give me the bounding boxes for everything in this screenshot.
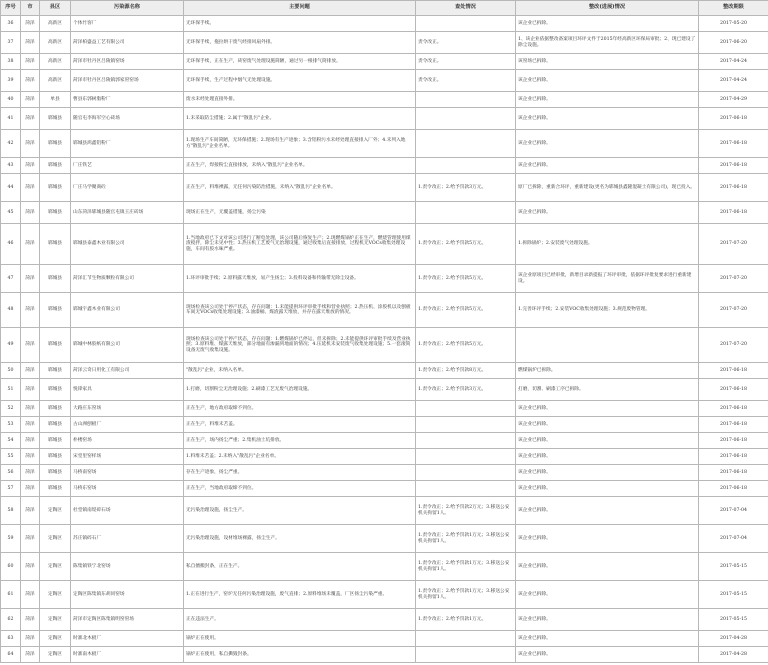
cell-handling: 责令改正。 [416,70,516,92]
cell-name: 曹县东郭树脂粉厂 [71,92,184,108]
cell-county: 郓城县 [40,417,71,433]
cell-problem: 无污染治理设施，设材堆场裸露，扬尘生产。 [184,525,416,553]
cell-progress: 该企业已拆除。 [516,92,699,108]
cell-deadline: 2017-04-28 [699,647,768,663]
cell-handling: 1.责令改正；2.给予罚款8万元。 [416,363,516,379]
table-body [1,16,768,663]
table-row [1,553,768,581]
cell-problem: 存在生产迹象，扬尘严重。 [184,465,416,481]
cell-problem: 正在生产，焊接粉尘直接排放，未纳入"散乱污"企业名单。 [184,158,416,174]
cell-no: 60 [1,553,21,581]
cell-handling: 1.责令改正；2.给予罚款5万元。 [416,293,516,328]
cell-handling [416,108,516,130]
cell-problem: 1.料堆未苫盖；2.未纳入"散乱污"企业名单。 [184,449,416,465]
cell-county: 定陶区 [40,525,71,553]
cell-city: 菏泽 [21,108,40,130]
cell-deadline: 2017-06-20 [699,32,768,54]
header-city: 市 [21,1,40,16]
cell-city: 菏泽 [21,433,40,449]
cell-name: 马桥南窑场 [71,465,184,481]
cell-name: 马桥东窑场 [71,481,184,497]
cell-deadline: 2017-06-18 [699,108,768,130]
cell-problem: 1.现场生产车间简陋，无环保措施；2.现场有生产迹象；3.含铝粉污水未经处理直接排入厂外；4.未列入地方"散乱污"企业名单。 [184,130,416,158]
cell-problem: 无环保手续，生产过程中烟气无处理设施。 [184,70,416,92]
cell-deadline: 2017-06-18 [699,433,768,449]
cell-handling: 1.责令改正；2.给予罚款5万元。 [416,328,516,363]
table-row [1,108,768,130]
cell-county: 定陶区 [40,553,71,581]
cell-progress: 原厂已拆除，重新合环评，重新建设(更名为郓城县鑫隆混凝土有限公司)，现已投入。 [516,174,699,202]
table-row [1,647,768,663]
cell-name: 菏泽汇节生物质颗粒有限公司 [71,265,184,293]
cell-county: 定陶区 [40,497,71,525]
cell-no: 62 [1,609,21,631]
cell-problem: 私自擅搬封条，正在生产。 [184,553,416,581]
cell-name: 个体竹客厂 [71,16,184,32]
cell-deadline: 2017-04-24 [699,70,768,92]
cell-name: 朴楼窑场 [71,433,184,449]
cell-problem: 正在违法生产。 [184,609,416,631]
cell-county: 郓城县 [40,328,71,363]
cell-progress: 该企业已拆除。 [516,631,699,647]
cell-handling: 1.责令改正；2.给予罚款2万元；3.移送公安机关拘留1人。 [416,497,516,525]
cell-handling: 1.责令改正；2.给予罚款1万元；3.移送公安机关拘留1人。 [416,525,516,553]
cell-deadline: 2017-06-18 [699,449,768,465]
cell-county: 郓城县 [40,465,71,481]
table-row [1,224,768,265]
table-row [1,631,768,647]
cell-progress: 该企业已拆除。 [516,525,699,553]
cell-progress: 该企业已拆除。 [516,417,699,433]
cell-city: 菏泽 [21,631,40,647]
cell-name: 定陶区陈集镇东胡同窑场 [71,581,184,609]
table-row [1,481,768,497]
cell-progress: 该企业已拆除。 [516,481,699,497]
header-county: 县区 [40,1,71,16]
cell-problem: 1.未采取防尘措施；2.属于"散乱污"企业。 [184,108,416,130]
cell-handling: 1.责令改正；2.给予罚款5万元。 [416,224,516,265]
cell-city: 菏泽 [21,265,40,293]
cell-problem: 1.环评审批手续；2.原料露天堆放，易产生扬尘；3.投料设备和传输带无除尘设备。 [184,265,416,293]
cell-city: 菏泽 [21,581,40,609]
cell-city: 菏泽 [21,363,40,379]
cell-city: 菏泽 [21,401,40,417]
cell-no: 49 [1,328,21,363]
cell-city: 菏泽 [21,32,40,54]
cell-progress: 该企业已拆除。 [516,497,699,525]
header-row [1,1,768,16]
cell-city: 菏泽 [21,158,40,174]
cell-no: 38 [1,54,21,70]
cell-deadline: 2017-07-20 [699,328,768,363]
table-row [1,401,768,417]
cell-handling [416,202,516,224]
cell-name: 菏泽市牡丹区吕陵镇郭家窑窑场 [71,70,184,92]
cell-handling [416,433,516,449]
cell-no: 54 [1,433,21,449]
cell-deadline: 2017-05-20 [699,16,768,32]
cell-name: 郓城县鸿鑫铝粉厂 [71,130,184,158]
cell-city: 菏泽 [21,449,40,465]
cell-no: 53 [1,417,21,433]
cell-problem: 1.正在进行生产，窑炉无任何污染治理设施，废气直排；2.原料堆场未覆盖，厂区扬尘污染严重。 [184,581,416,609]
cell-progress: 该企业已拆除。 [516,108,699,130]
cell-county: 高新区 [40,16,71,32]
cell-problem: 无污染治理设施，扬尘生产。 [184,497,416,525]
cell-city: 菏泽 [21,497,40,525]
cell-handling [416,16,516,32]
table-row [1,379,768,401]
table-row [1,130,768,158]
cell-county: 高新区 [40,70,71,92]
table-row [1,609,768,631]
cell-no: 42 [1,130,21,158]
table-row [1,54,768,70]
cell-deadline: 2017-06-18 [699,202,768,224]
table-row [1,202,768,224]
cell-handling [416,449,516,465]
cell-problem: 废水未经处理直接外排。 [184,92,416,108]
cell-deadline: 2017-06-18 [699,158,768,174]
cell-handling [416,417,516,433]
cell-progress: 打磨，切割、刷漆工序已拆除。 [516,379,699,401]
cell-county: 郓城县 [40,379,71,401]
cell-city: 菏泽 [21,481,40,497]
table-row [1,363,768,379]
cell-handling: 1.责令改正；2.给予罚款1万元；3.移送公安机关拘留1人。 [416,553,516,581]
cell-progress: 燃煤锅炉已拆除。 [516,363,699,379]
cell-county: 定陶区 [40,631,71,647]
cell-handling: 1.责令改正；2.给予罚款5万元。 [416,265,516,293]
cell-problem: 现场检查该公司处于停产状态，存在问题：1.未能提供环评审批手续和营业执照；2.热压机、涂胶机以及刨板车间无VOCs收集处理设施；3.油漆桶、煤渣露天堆放，并存在露天堆放的情况。 [184,293,416,328]
cell-county: 单县 [40,92,71,108]
cell-county: 郓城县 [40,293,71,328]
cell-progress: 1.完善环评手续；2.安装VOC收集处理设施；3.规范废物管理。 [516,293,699,328]
cell-county: 郓城县 [40,433,71,449]
cell-name: 宋堂里窑样场 [71,449,184,465]
cell-handling: 责令改正。 [416,54,516,70]
cell-city: 菏泽 [21,202,40,224]
cell-progress: 该企业已拆除。 [516,16,699,32]
table-row [1,92,768,108]
cell-city: 菏泽 [21,54,40,70]
table-row [1,174,768,202]
cell-progress: 该企业原项目已经审批，新增目录新提报了环评审批，依据环评批复要求进行重新建设。 [516,265,699,293]
cell-name: 郓城宇鑫木业有限公司 [71,293,184,328]
cell-progress: 该企业已拆除。 [516,158,699,174]
cell-no: 43 [1,158,21,174]
cell-deadline: 2017-07-20 [699,265,768,293]
cell-deadline: 2017-06-18 [699,379,768,401]
cell-name: 时寨北木板厂 [71,631,184,647]
cell-no: 48 [1,293,21,328]
cell-city: 菏泽 [21,328,40,363]
table-row [1,293,768,328]
cell-progress: 1.拆除锅炉；2.安装废气处理设施。 [516,224,699,265]
header-name: 污染源名称 [71,1,184,16]
header-deadline: 整改期限 [699,1,768,16]
cell-city: 菏泽 [21,174,40,202]
cell-no: 58 [1,497,21,525]
cell-no: 63 [1,631,21,647]
cell-deadline: 2017-06-18 [699,465,768,481]
cell-handling: 1.责令改正；2.给予罚款1万元。 [416,609,516,631]
cell-county: 高新区 [40,54,71,70]
cell-problem: 现场检查该公司处于停产状态，存在问题：1.燃煤锅炉已停运，但未拆除；2.未能提供环评审批手续及营业执照；3.原料堆、煤露天堆放，部分地面有渗漏到地面的情况；4.压延机未安装废气收集处理设施；5.一套滚筒设备无废气收集设施。 [184,328,416,363]
cell-deadline: 2017-05-15 [699,609,768,631]
cell-name: 随官屯李海军空心砖场 [71,108,184,130]
cell-county: 郓城县 [40,401,71,417]
cell-no: 57 [1,481,21,497]
cell-city: 菏泽 [21,130,40,158]
cell-handling: 1.责令改正；2.给予罚款3万元。 [416,379,516,401]
cell-deadline: 2017-07-04 [699,497,768,525]
cell-deadline: 2017-04-28 [699,631,768,647]
cell-problem: 1.当地政府已下文对该公司进行了断电处理，该公司随后恢复生产；2.现燃煤锅炉正在生产，燃烧管理使用煤渣搅拌，除尘未见中性；3.热压机工艺废气无治理设施，通过收集后直接排放，过程机无VOCs收集处理设施，车间有胶水味严重。 [184,224,416,265]
header-no: 序号 [1,1,21,16]
cell-deadline: 2017-04-29 [699,92,768,108]
cell-name: 山东菏泽郓城县随官屯镇王庄砖场 [71,202,184,224]
table-row [1,158,768,174]
cell-no: 56 [1,465,21,481]
cell-county: 定陶区 [40,647,71,663]
cell-handling [416,631,516,647]
cell-handling [416,647,516,663]
cell-progress: 该窑场已拆除。 [516,54,699,70]
table-row [1,525,768,553]
cell-no: 50 [1,363,21,379]
cell-name: 陈集镇铁宁北窑场 [71,553,184,581]
cell-deadline: 2017-06-18 [699,401,768,417]
cell-county: 郓城县 [40,174,71,202]
cell-county: 定陶区 [40,581,71,609]
cell-handling [416,92,516,108]
cell-city: 菏泽 [21,525,40,553]
cell-city: 菏泽 [21,553,40,581]
cell-problem: 正在生产，料堆裸露，无任何污染防治措施，未纳入"散乱污"企业名单。 [184,174,416,202]
cell-name: 郓城中林胶纸有限公司 [71,328,184,363]
cell-no: 46 [1,224,21,265]
cell-city: 菏泽 [21,16,40,32]
table-row [1,465,768,481]
cell-progress: 该企业已拆除。 [516,70,699,92]
cell-problem: 现场正在生产，无覆盖措施，扬尘污染 [184,202,416,224]
cell-city: 菏泽 [21,417,40,433]
cell-city: 菏泽 [21,92,40,108]
cell-no: 55 [1,449,21,465]
cell-progress: 该企业已拆除。 [516,401,699,417]
cell-problem: 无环保手续，拖拉烘干废气经排风扇外排。 [184,32,416,54]
cell-progress: 该企业已拆除。 [516,465,699,481]
cell-county: 郓城县 [40,158,71,174]
cell-name: 悦锋家具 [71,379,184,401]
cell-city: 菏泽 [21,465,40,481]
cell-city: 菏泽 [21,647,40,663]
cell-city: 菏泽 [21,609,40,631]
cell-city: 菏泽 [21,293,40,328]
cell-no: 59 [1,525,21,553]
cell-deadline: 2017-06-18 [699,174,768,202]
table-row [1,32,768,54]
cell-progress: 该企业已拆除。 [516,202,699,224]
cell-progress: 该企业已拆除。 [516,609,699,631]
cell-deadline: 2017-06-18 [699,130,768,158]
cell-deadline: 2017-07-20 [699,293,768,328]
cell-name: 大路庄东窑场 [71,401,184,417]
cell-city: 菏泽 [21,379,40,401]
table-row [1,581,768,609]
cell-deadline: 2017-05-15 [699,581,768,609]
cell-handling [416,401,516,417]
cell-county: 定陶区 [40,609,71,631]
cell-no: 61 [1,581,21,609]
cell-deadline: 2017-07-20 [699,224,768,265]
cell-deadline: 2017-07-04 [699,525,768,553]
cell-deadline: 2017-06-18 [699,481,768,497]
cell-county: 郓城县 [40,202,71,224]
cell-problem: 无环保手续，正在生产，砖窑废气处理设施简陋，通过另一根排气筒排放。 [184,54,416,70]
cell-no: 52 [1,401,21,417]
cell-county: 郓城县 [40,481,71,497]
cell-progress: 该企业已拆除。 [516,553,699,581]
cell-problem: 正在生产，地方政府取缔不到位。 [184,401,416,417]
cell-progress: 1、该企业依据整改备案项目环评文件于2015年经高新区环保局审批；2、现已建设了除尘设施。 [516,32,699,54]
cell-name: 苏庄镇碎石厂 [71,525,184,553]
cell-handling: 责令改正。 [416,32,516,54]
cell-city: 菏泽 [21,70,40,92]
cell-progress: 该企业已拆除。 [516,449,699,465]
cell-name: 菏泽市定陶区陈集镇明窑窑场 [71,609,184,631]
cell-handling [416,130,516,158]
cell-county: 郓城县 [40,108,71,130]
cell-no: 37 [1,32,21,54]
cell-problem: "散乱污"企业，未纳入名单。 [184,363,416,379]
cell-problem: 1.打磨，切割粉尘无治理设施；2.刷漆工艺无废气治理设施。 [184,379,416,401]
cell-name: 时寨南木板厂 [71,647,184,663]
cell-name: 古山洲刨板厂 [71,417,184,433]
cell-problem: 锅炉正在使用。 [184,631,416,647]
cell-county: 郓城县 [40,449,71,465]
cell-name: 厂庄马学聚商砼 [71,174,184,202]
table-row [1,70,768,92]
cell-name: 菏泽市牡丹区吕陵镇窑场 [71,54,184,70]
cell-no: 45 [1,202,21,224]
table-row [1,328,768,363]
header-handling: 查处情况 [416,1,516,16]
table-row [1,265,768,293]
cell-progress: 该企业已拆除。 [516,433,699,449]
cell-no: 47 [1,265,21,293]
header-progress: 整改(进展)情况 [516,1,699,16]
cell-progress: 该企业已拆除。 [516,647,699,663]
table-row [1,433,768,449]
cell-deadline: 2017-06-18 [699,363,768,379]
cell-progress: 该企业已拆除。 [516,581,699,609]
cell-deadline: 2017-06-18 [699,417,768,433]
cell-deadline: 2017-05-15 [699,553,768,581]
cell-county: 郓城县 [40,224,71,265]
table-row [1,497,768,525]
cell-no: 51 [1,379,21,401]
cell-name: 菏泽云奇日用化工有限公司 [71,363,184,379]
header-problem: 主要问题 [184,1,416,16]
cell-city: 菏泽 [21,224,40,265]
table-row [1,449,768,465]
cell-progress [516,328,699,363]
cell-handling: 1.责令改正；2.给予罚款3万元。 [416,174,516,202]
cell-no: 40 [1,92,21,108]
cell-deadline: 2017-04-24 [699,54,768,70]
cell-no: 64 [1,647,21,663]
cell-handling [416,158,516,174]
cell-problem: 正在生产，当地政府取缔不到位。 [184,481,416,497]
cell-problem: 无环保手续。 [184,16,416,32]
cell-no: 36 [1,16,21,32]
cell-name: 郓城县泰鑫木业有限公司 [71,224,184,265]
cell-no: 39 [1,70,21,92]
cell-problem: 正在生产，场内扬尘严重；2.集机油土坑排放。 [184,433,416,449]
cell-name: 杜堂镇南堤碎石场 [71,497,184,525]
cell-progress: 该企业已拆除。 [516,130,699,158]
cell-name: 菏泽柏盛益工艺有限公司 [71,32,184,54]
cell-county: 郓城县 [40,363,71,379]
table-row [1,16,768,32]
cell-handling: 1.责令改正；2.给予罚款1万元；3.移送公安机关拘留1人。 [416,581,516,609]
cell-county: 高新区 [40,32,71,54]
cell-handling [416,481,516,497]
cell-county: 郓城县 [40,130,71,158]
cell-handling [416,465,516,481]
cell-county: 郓城县 [40,265,71,293]
cell-name: 厂庄铁艺 [71,158,184,174]
cell-problem: 正在生产，料堆未苫盖。 [184,417,416,433]
cell-problem: 锅炉正在使用，私自撕毁封条。 [184,647,416,663]
cell-no: 44 [1,174,21,202]
table-row [1,417,768,433]
cell-no: 41 [1,108,21,130]
